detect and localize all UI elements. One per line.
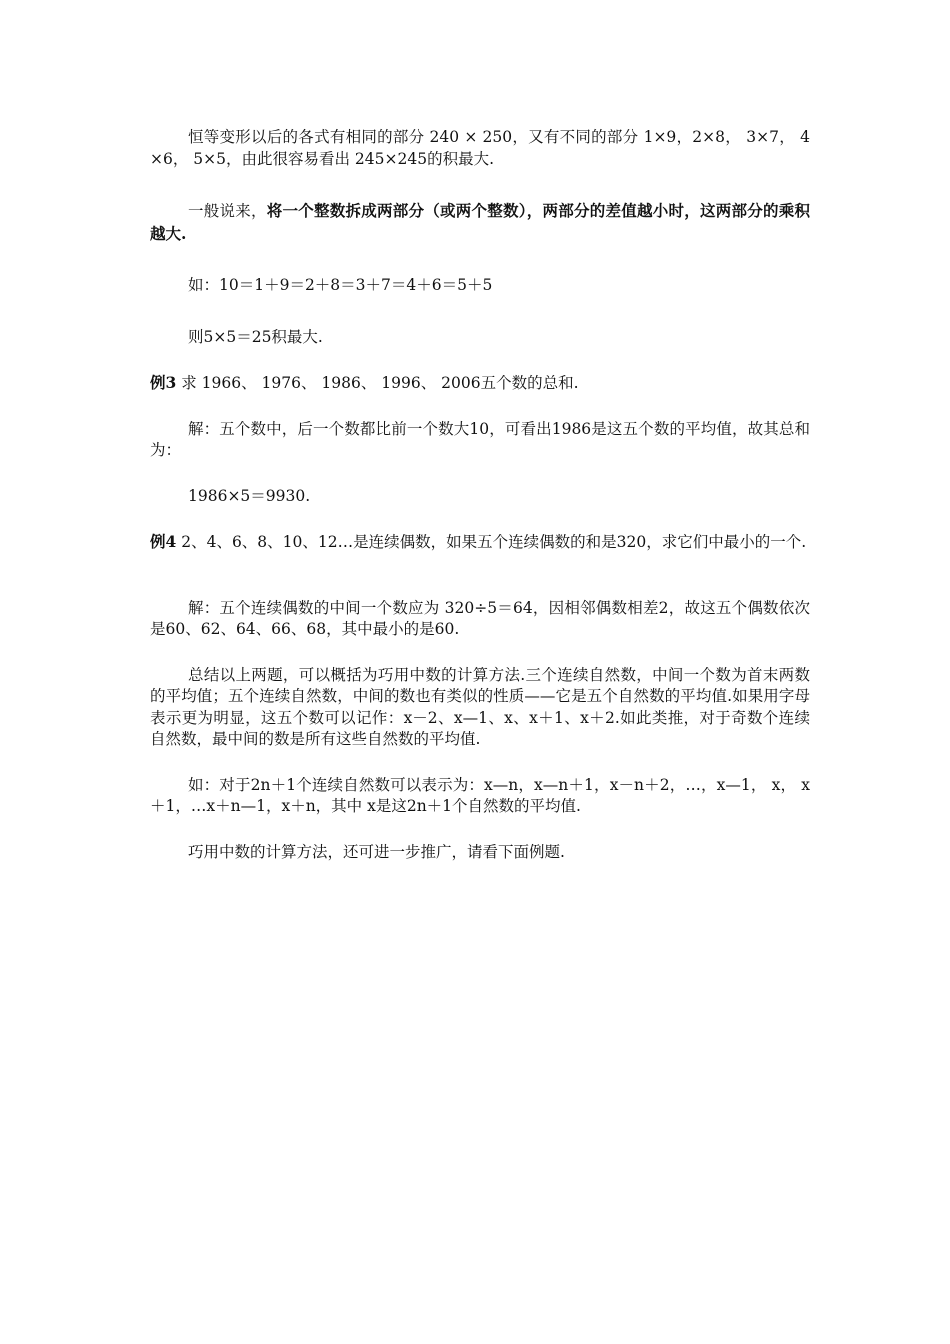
paragraph-sum-examples: 如：10＝1＋9＝2＋8＝3＋7＝4＋6＝5＋5: [188, 276, 493, 294]
paragraph-summary: 总结以上两题，可以概括为巧用中数的计算方法.三个连续自然数，中间一个数为首末两数的平均值；五个连续自然数，中间的数也有类似的性质——它是五个自然数的平均值.如果用字母表示更为明显，这五个数可以记作：x－2、x—1、x、x＋1、x＋2.如此类推，对于奇数个连续自然数，最中间的数是所有这些自然数的平均值.: [150, 665, 810, 748]
example-4-label: 例4: [150, 532, 177, 551]
paragraph-general-rule: [150, 200, 810, 245]
general-rule-statement: 将一个整数拆成两部分（或两个整数），两部分的差值越小时，这两部分的乘积越大.: [150, 201, 810, 243]
example-3-question: [150, 372, 810, 395]
example-3-solution: 解：五个数中，后一个数都比前一个数大10，可看出1986是这五个数的平均值，故其总和为：: [150, 419, 810, 459]
example-4-question: [150, 531, 810, 554]
paragraph-generalization: 如：对于2n＋1个连续自然数可以表示为：x—n，x—n＋1，x－n＋2，…，x—1， x， x＋1，…x＋n—1，x＋n，其中 x是这2n＋1个自然数的平均值.: [150, 775, 810, 815]
example-3-label: 例3: [150, 373, 177, 392]
document-body: [150, 127, 810, 863]
example-4-solution: 解：五个连续偶数的中间一个数应为 320÷5＝64，因相邻偶数相差2，故这五个偶数依次是60、62、64、66、68，其中最小的是60.: [150, 598, 810, 638]
example-4-text: 2、4、6、8、10、12…是连续偶数，如果五个连续偶数的和是320，求它们中最小的一个.: [176, 533, 807, 551]
example-3-text: 求 1966、 1976、 1986、 1996、 2006五个数的总和.: [176, 374, 579, 392]
example-3-result: 1986×5＝9930.: [188, 486, 311, 505]
paragraph-next-examples: 巧用中数的计算方法，还可进一步推广，请看下面例题.: [188, 842, 565, 861]
paragraph-factor-comparison: 恒等变形以后的各式有相同的部分 240 × 250，又有不同的部分 1×9，2×8， 3×7， 4 ×6， 5×5，由此很容易看出 245×245的积最大.: [150, 128, 810, 168]
paragraph-max-product: 则5×5＝25积最大.: [188, 327, 323, 346]
general-rule-intro: 一般说来，: [188, 202, 267, 220]
